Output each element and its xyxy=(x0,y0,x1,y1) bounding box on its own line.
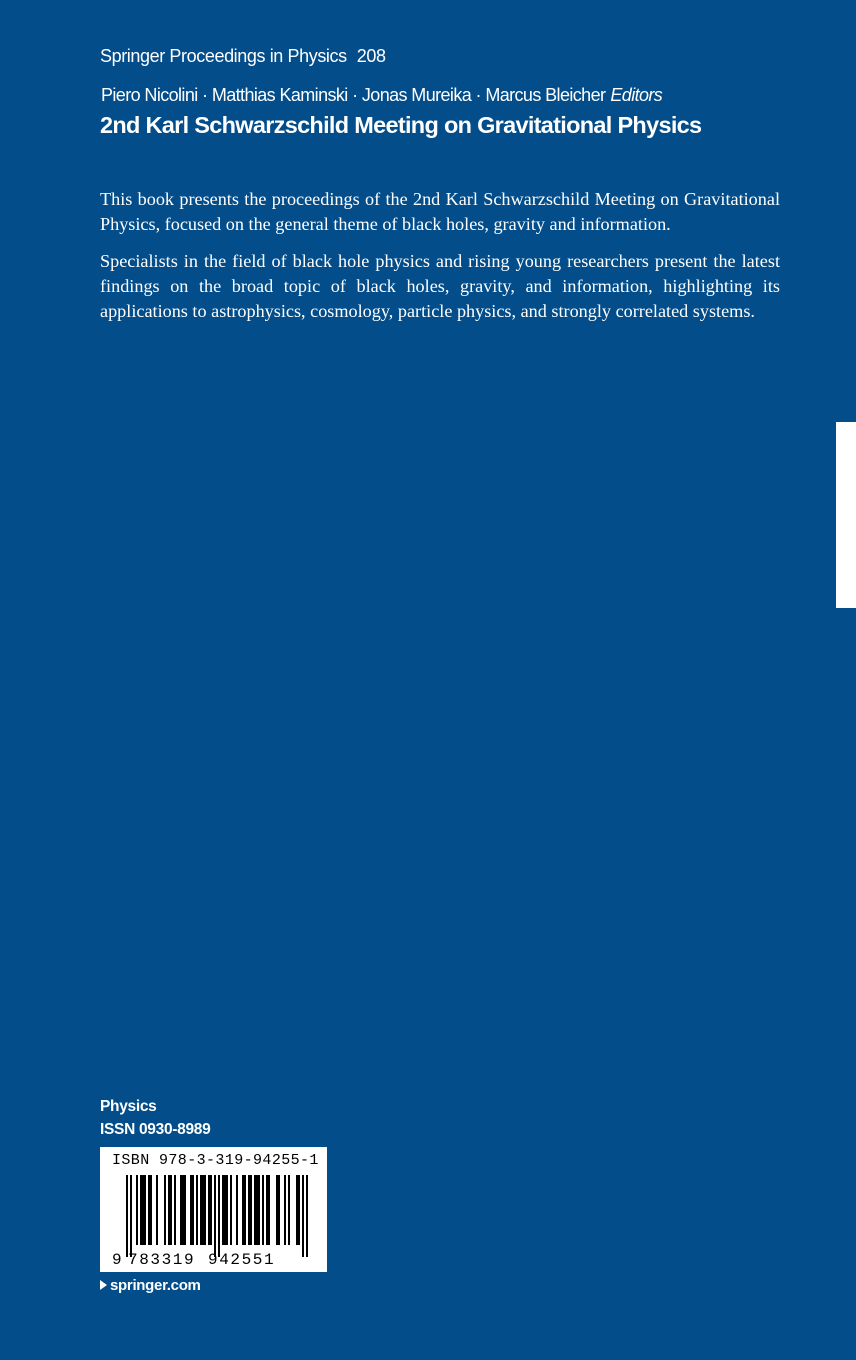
barcode-bar xyxy=(130,1175,132,1257)
barcode-bar xyxy=(242,1175,246,1245)
isbn-label: ISBN 978-3-319-94255-1 xyxy=(112,1152,319,1169)
barcode-bar xyxy=(136,1175,138,1245)
barcode-bar xyxy=(288,1175,290,1245)
description-paragraph-2: Specialists in the field of black hole physics and rising young researchers present the latest findings on the broad topic of black holes, gravity, and information, highlighting its applications to astrophysics, cosmology, particle physics, and strongly correlated systems. xyxy=(100,251,780,321)
barcode-bar xyxy=(276,1175,280,1245)
barcode-bar xyxy=(230,1175,232,1245)
series-line xyxy=(100,46,386,67)
triangle-arrow-icon xyxy=(100,1280,107,1290)
barcode-graphic xyxy=(100,1147,327,1272)
barcode-bar xyxy=(180,1175,186,1245)
barcode-bar xyxy=(156,1175,158,1245)
editors-role: Editors xyxy=(610,85,663,105)
book-title: 2nd Karl Schwarzschild Meeting on Gravitational Physics xyxy=(100,112,702,138)
barcode-bar xyxy=(296,1175,300,1245)
barcode-bar xyxy=(214,1175,216,1257)
series-name: Springer Proceedings in Physics xyxy=(100,46,347,66)
barcode-bar xyxy=(222,1175,228,1245)
spine-edge-tab xyxy=(836,422,856,608)
barcode-bar xyxy=(266,1175,270,1245)
barcode-bar xyxy=(140,1175,146,1245)
barcode-digits-right: 942551 xyxy=(208,1251,276,1269)
book-description xyxy=(100,187,780,336)
description-paragraph-1: This book presents the proceedings of the 2nd Karl Schwarzschild Meeting on Gravitational Physics, focused on the general theme of black holes, gravity and information. xyxy=(100,189,780,234)
website-label: springer.com xyxy=(110,1277,201,1294)
website-link[interactable] xyxy=(100,1277,201,1294)
barcode-bar xyxy=(196,1175,198,1245)
barcode-bar xyxy=(236,1175,238,1245)
barcode-bar xyxy=(284,1175,286,1245)
barcode-bar xyxy=(248,1175,252,1245)
barcode-bar xyxy=(262,1175,264,1245)
barcode-bar xyxy=(126,1175,128,1257)
issn-label: ISSN 0930-8989 xyxy=(100,1121,211,1138)
barcode-bar xyxy=(168,1175,172,1245)
barcode-first-digit: 9 xyxy=(112,1251,122,1269)
barcode-bar xyxy=(254,1175,260,1245)
barcode-digits-left: 783319 xyxy=(128,1251,196,1269)
editor-names: Piero Nicolini · Matthias Kaminski · Jonas Mureika · Marcus Bleicher xyxy=(101,85,606,105)
barcode-bar xyxy=(174,1175,176,1245)
barcode-bar xyxy=(218,1175,220,1257)
barcode-bar xyxy=(302,1175,304,1257)
subject-block xyxy=(100,1095,210,1141)
editors-line xyxy=(101,85,662,106)
barcode-bar xyxy=(208,1175,212,1245)
barcode-bar xyxy=(164,1175,166,1245)
barcode-bar xyxy=(148,1175,152,1245)
barcode-panel xyxy=(100,1147,327,1272)
barcode-bar xyxy=(306,1175,308,1257)
series-number: 208 xyxy=(356,46,386,66)
barcode-bar xyxy=(190,1175,194,1245)
subject-label: Physics xyxy=(100,1098,157,1115)
barcode-bar xyxy=(200,1175,206,1245)
